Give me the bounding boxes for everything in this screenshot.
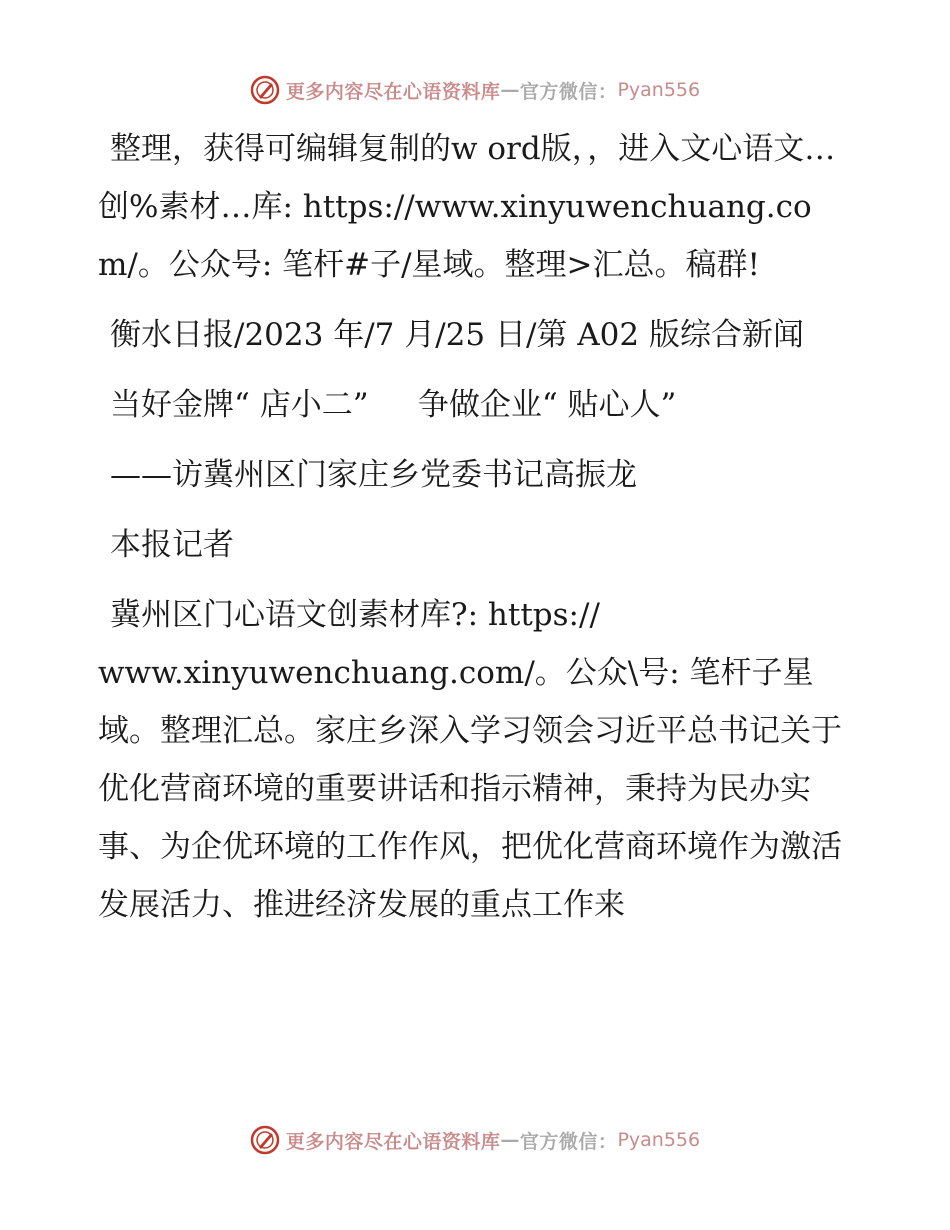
body-first-line: 冀州区门心语文创素材库?: https:// [110,597,600,633]
footer-wechat-id: Pyan556 [617,1129,701,1151]
footer-dash: — [500,1129,520,1151]
article-subtitle: ——访冀州区门家庄乡党委书记高振龙 [110,457,637,493]
pen-logo-icon [250,1125,280,1155]
footer-brand: 更多内容尽在心语资料库 [285,1130,501,1153]
header-wechat-id: Pyan556 [617,79,701,101]
header-brand: 更多内容尽在心语资料库 [285,80,501,103]
article-title: 当好金牌“ 店小二” 争做企业“ 贴心人” [110,387,677,423]
body-paragraph: www.xinyuwenchuang.com/。公众\号: 笔杆子星域。整理汇总。家庄乡深入学习领会习近平总书记关于优化营商环境的重要讲话和指示精神，秉持为民办实事、为企优环境的工作作风，把优化营商环境作为激活发展活力、推进经济发展的重点工作来 [98,655,842,923]
page-footer [0,1120,950,1160]
pen-logo-icon [250,75,280,105]
footer-wechat-label: 官方微信： [519,1130,618,1153]
article-content [98,120,858,934]
header-dash: — [500,79,520,101]
source-line: 衡水日报/2023 年/7 月/25 日/第 A02 版综合新闻 [110,317,804,353]
page-header [0,70,950,110]
intro-paragraph: 整理，获得可编辑复制的w ord版，，进入文心语文…创%素材…库: https://www.xinyuwenchuang.com/。公众号: 笔杆#子/星域。整理>汇总。稿群! [98,131,836,283]
byline: 本报记者 [110,527,234,563]
header-wechat-label: 官方微信： [519,80,618,103]
